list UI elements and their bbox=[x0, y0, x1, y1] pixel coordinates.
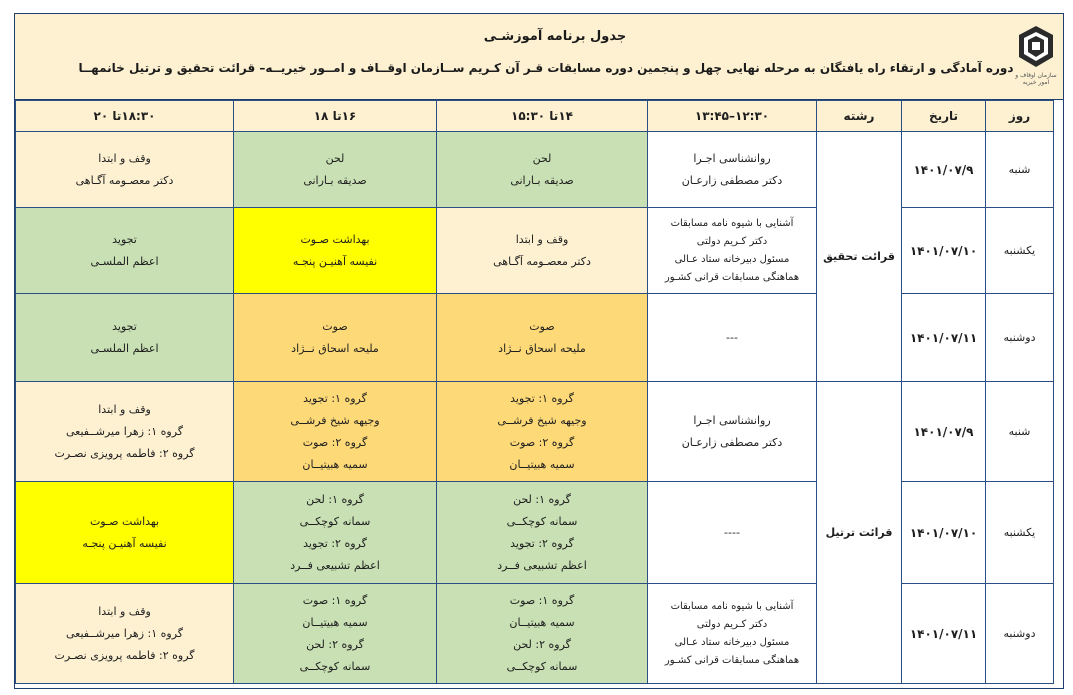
session-line: وقف و ابتدا bbox=[98, 604, 151, 618]
date-cell: ۱۴۰۱/۰۷/۹ bbox=[902, 382, 986, 482]
table-row bbox=[16, 132, 1054, 208]
session-cell bbox=[16, 132, 234, 208]
session-line: اعظم الملسـی bbox=[90, 254, 159, 268]
session-line: --- bbox=[726, 330, 738, 344]
session-line: دکتر مصطفی زارعـان bbox=[681, 173, 783, 187]
schedule-table bbox=[15, 100, 1054, 684]
schedule-sheet bbox=[14, 13, 1064, 689]
session-line: اعظم تشبیعی فــرد bbox=[290, 558, 380, 572]
session-line: سمانه کوچکــی bbox=[506, 514, 578, 528]
logo-caption: سازمان اوقاف و امور خیریه bbox=[1015, 72, 1057, 86]
session-line: گروه ۲: تجوید bbox=[510, 536, 574, 550]
session-line: سمیه هبیتیــان bbox=[509, 457, 575, 471]
session-line: نفیسه آهنیـن پنجـه bbox=[82, 536, 167, 550]
date-cell: ۱۴۰۱/۰۷/۱۰ bbox=[902, 208, 986, 294]
session-line: دکتر کـریم دولتی bbox=[696, 618, 768, 630]
col-header-slot4: ۱۸:۳۰تا ۲۰ bbox=[16, 101, 234, 132]
session-cell bbox=[437, 208, 648, 294]
field-cell: قرائت تحقیق bbox=[817, 132, 902, 382]
date-cell: ۱۴۰۱/۰۷/۱۰ bbox=[902, 482, 986, 584]
session-line: گروه ۱: زهرا میرشــفیعی bbox=[65, 626, 184, 640]
session-line: سمیه هبیتیــان bbox=[509, 615, 575, 629]
session-line: آشنایی با شیوه نامه مسابقات bbox=[670, 600, 794, 612]
day-cell: شنبه bbox=[986, 382, 1054, 482]
session-cell bbox=[16, 382, 234, 482]
session-cell bbox=[437, 294, 648, 382]
session-line: گروه ۱: لحن bbox=[306, 492, 364, 506]
session-line: سمانه کوچکــی bbox=[299, 514, 371, 528]
session-line: بهداشت صـوت bbox=[89, 514, 160, 528]
session-line: گروه ۲: لحن bbox=[513, 637, 571, 651]
session-cell bbox=[234, 208, 437, 294]
session-line: سمانه کوچکــی bbox=[506, 659, 578, 673]
session-line: صوت bbox=[322, 319, 348, 333]
session-line: صدیقه بـارانی bbox=[303, 173, 367, 187]
session-cell bbox=[437, 482, 648, 584]
session-line: گروه ۲: تجوید bbox=[303, 536, 367, 550]
date-cell: ۱۴۰۱/۰۷/۱۱ bbox=[902, 584, 986, 684]
session-line: دکتر مصطفی زارعـان bbox=[681, 435, 783, 449]
session-line: صوت bbox=[529, 319, 555, 333]
session-line: آشنایی با شیوه نامه مسابقات bbox=[670, 217, 794, 229]
date-cell: ۱۴۰۱/۰۷/۱۱ bbox=[902, 294, 986, 382]
session-cell bbox=[16, 294, 234, 382]
col-header-field: رشته bbox=[817, 101, 902, 132]
day-cell: یکشنبه bbox=[986, 208, 1054, 294]
col-header-slot2: ۱۴تا ۱۵:۳۰ bbox=[437, 101, 648, 132]
session-line: گروه ۱: تجوید bbox=[510, 391, 574, 405]
session-line: هماهنگی مسابقات قرانی کشـور bbox=[664, 654, 800, 666]
session-line: وجیهه شیخ فرشــی bbox=[497, 413, 587, 427]
day-cell: یکشنبه bbox=[986, 482, 1054, 584]
session-line: ملیحه اسحاق نــژاد bbox=[498, 341, 586, 355]
table-header-row bbox=[16, 101, 1054, 132]
table-row bbox=[16, 382, 1054, 482]
session-cell bbox=[234, 482, 437, 584]
schedule-header bbox=[15, 14, 1063, 100]
page-title: جدول برنامه آموزشـی bbox=[483, 29, 627, 44]
session-line: گروه ۱: صوت bbox=[509, 593, 575, 607]
session-line: روانشناسی اجـرا bbox=[693, 413, 771, 427]
session-cell bbox=[648, 382, 817, 482]
session-line: تجوید bbox=[112, 232, 137, 246]
session-line: بهداشت صـوت bbox=[300, 232, 370, 246]
session-line: گروه ۲: فاطمه پرویزی نصـرت bbox=[54, 446, 195, 460]
session-cell bbox=[437, 132, 648, 208]
session-line: دکتر معصـومه آگـاهی bbox=[75, 173, 174, 187]
session-cell bbox=[16, 584, 234, 684]
field-cell: قرائت ترتیل bbox=[817, 382, 902, 684]
session-cell bbox=[437, 382, 648, 482]
session-line: گروه ۱: لحن bbox=[513, 492, 571, 506]
session-line: هماهنگی مسابقات قرانی کشـور bbox=[664, 271, 800, 283]
session-cell bbox=[648, 132, 817, 208]
session-cell bbox=[234, 382, 437, 482]
day-cell: شنبه bbox=[986, 132, 1054, 208]
session-line: وقف و ابتدا bbox=[98, 151, 151, 165]
col-header-date: تاریخ bbox=[902, 101, 986, 132]
session-line: اعظم الملسـی bbox=[90, 341, 159, 355]
session-line: گروه ۲: فاطمه پرویزی نصـرت bbox=[54, 648, 195, 662]
session-cell bbox=[234, 294, 437, 382]
col-header-slot1: ۱۲:۳۰–۱۳:۴۵ bbox=[648, 101, 817, 132]
session-line: ---- bbox=[724, 525, 740, 539]
session-cell bbox=[648, 208, 817, 294]
session-line: وقف و ابتدا bbox=[515, 232, 569, 246]
session-line: لحن bbox=[325, 151, 345, 165]
session-line: اعظم تشبیعی فــرد bbox=[497, 558, 587, 572]
session-cell bbox=[234, 584, 437, 684]
session-line: وقف و ابتدا bbox=[98, 402, 151, 416]
session-cell bbox=[648, 584, 817, 684]
date-cell: ۱۴۰۱/۰۷/۹ bbox=[902, 132, 986, 208]
session-line: نفیسه آهنیـن پنجـه bbox=[292, 254, 378, 268]
session-line: تجوید bbox=[112, 319, 137, 333]
session-line: گروه ۲: لحن bbox=[306, 637, 364, 651]
col-header-day: روز bbox=[986, 101, 1054, 132]
col-header-slot3: ۱۶تا ۱۸ bbox=[234, 101, 437, 132]
session-cell bbox=[16, 482, 234, 584]
session-line: روانشناسی اجـرا bbox=[693, 151, 771, 165]
session-cell bbox=[234, 132, 437, 208]
session-line: ملیحه اسحاق نــژاد bbox=[291, 341, 379, 355]
session-line: دکتر معصـومه آگـاهی bbox=[493, 254, 591, 268]
session-cell bbox=[648, 482, 817, 584]
session-line: وجیهه شیخ فرشــی bbox=[290, 413, 380, 427]
session-line: مسئول دبیرخانه ستاد عـالی bbox=[674, 636, 790, 648]
session-line: سمانه کوچکــی bbox=[299, 659, 371, 673]
organization-emblem-icon bbox=[1015, 24, 1057, 70]
session-line: گروه ۲: صوت bbox=[302, 435, 368, 449]
session-line: دکتر کـریم دولتی bbox=[696, 235, 768, 247]
session-line: صدیقه بـارانی bbox=[510, 173, 574, 187]
session-line: مسئول دبیرخانه ستاد عـالی bbox=[674, 253, 790, 265]
session-line: گروه ۱: صوت bbox=[302, 593, 368, 607]
day-cell: دوشنبه bbox=[986, 294, 1054, 382]
session-line: گروه ۱: زهرا میرشــفیعی bbox=[65, 424, 184, 438]
session-cell bbox=[16, 208, 234, 294]
session-line: گروه ۲: صوت bbox=[509, 435, 575, 449]
session-line: سمیه هبیتیــان bbox=[302, 615, 368, 629]
session-line: لحن bbox=[532, 151, 552, 165]
day-cell: دوشنبه bbox=[986, 584, 1054, 684]
page-subtitle: دوره آمادگی و ارتقاء راه یافتگان به مرحله نهایی چهل و پنجمین دوره مسابقات قـر آن کـریم ســازمان اوقــاف و امــور خیریــه– قرائت تحقیق و ترتیل خانمهــا bbox=[78, 61, 1014, 75]
session-cell bbox=[648, 294, 817, 382]
session-line: گروه ۱: تجوید bbox=[303, 391, 367, 405]
session-cell bbox=[437, 584, 648, 684]
session-line: سمیه هبیتیــان bbox=[302, 457, 368, 471]
